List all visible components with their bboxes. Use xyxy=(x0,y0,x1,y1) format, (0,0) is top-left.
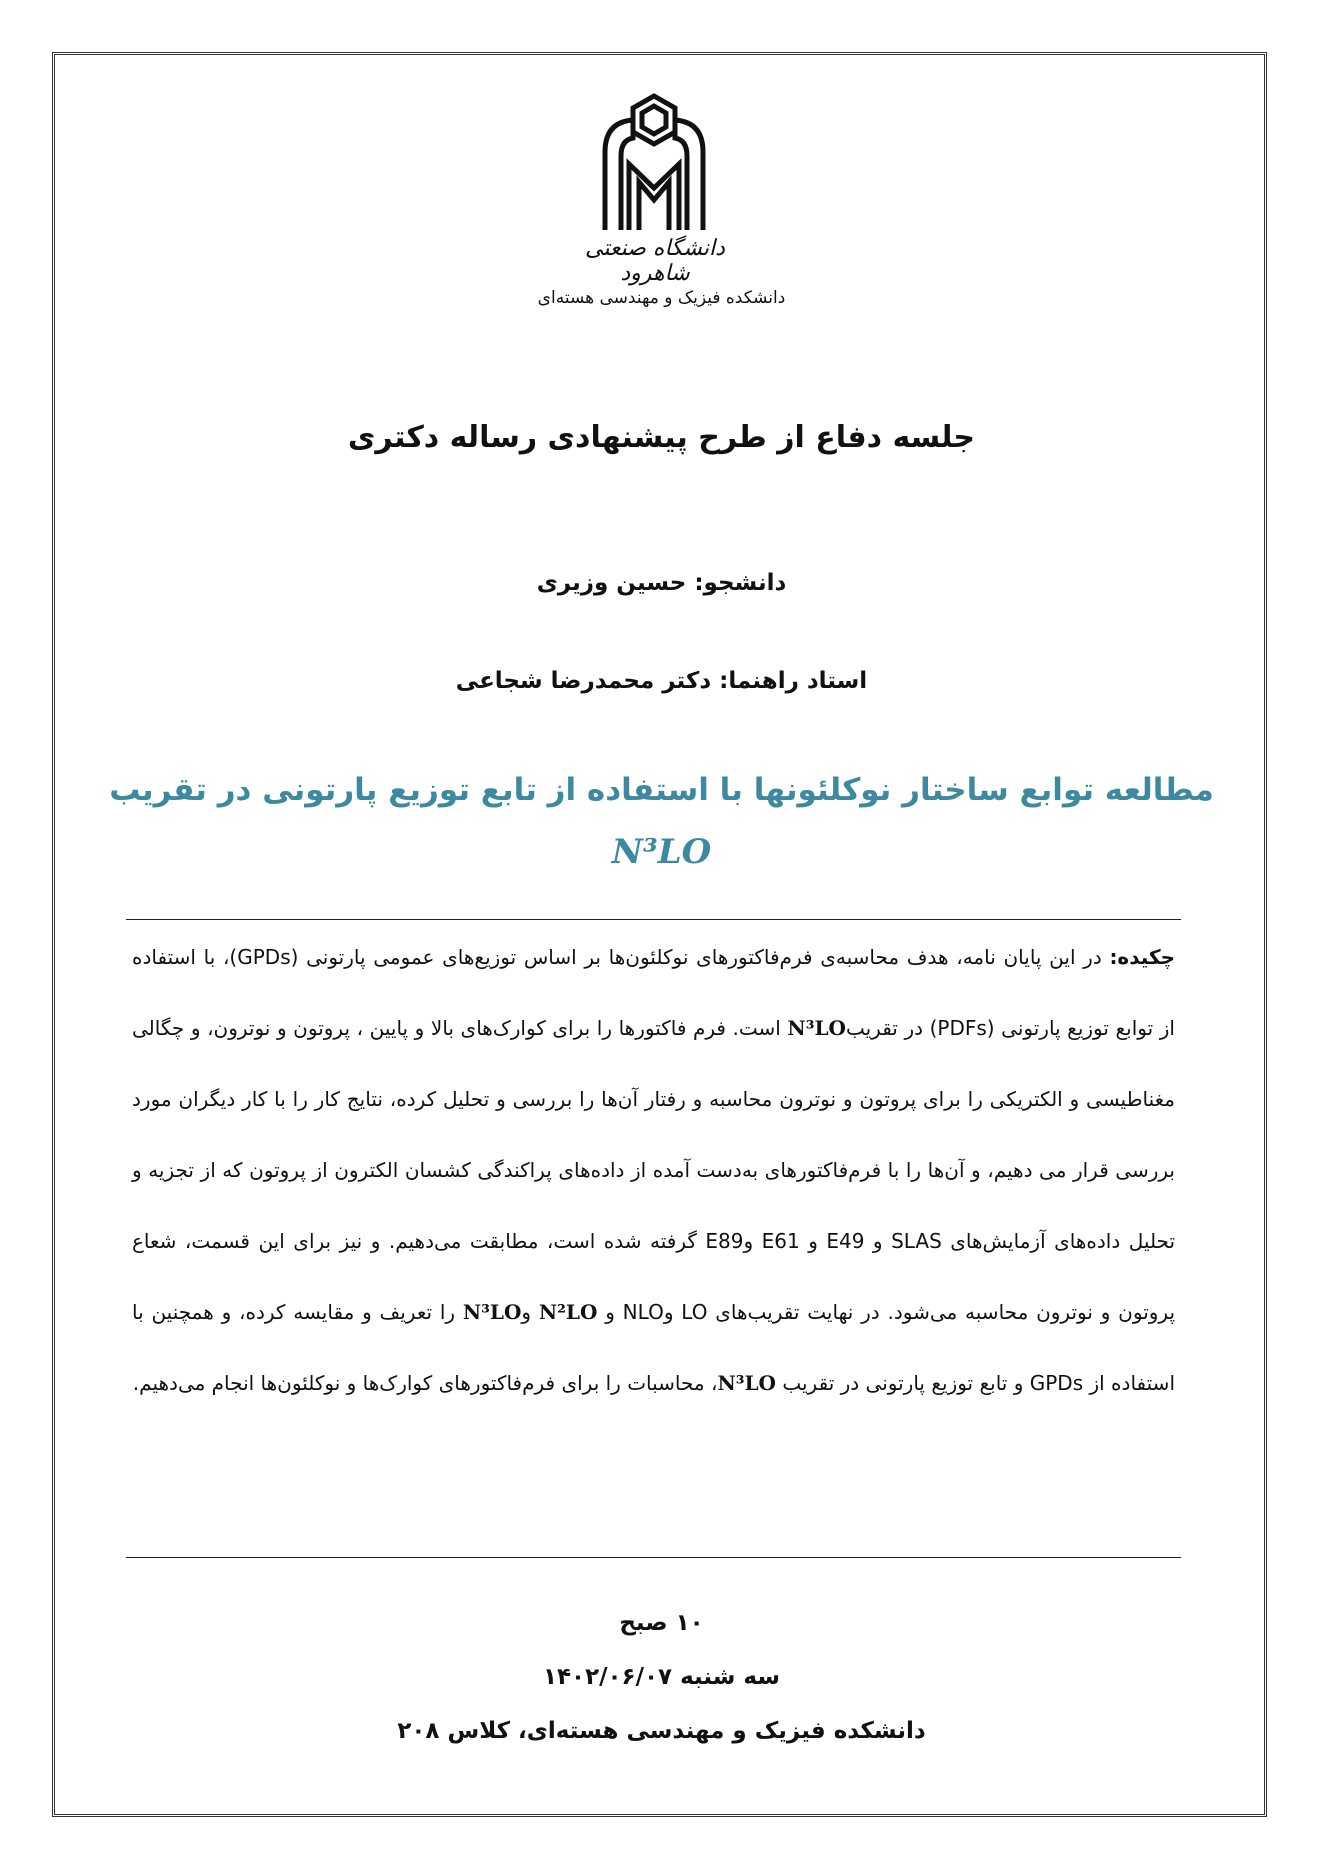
logo-script-text: دانشگاه صنعتی شاهرود xyxy=(585,236,725,286)
defense-date: سه شنبه ۱۴۰۲/۰۶/۰۷ xyxy=(542,1664,781,1690)
abstract-formula-n3lo: N³LO xyxy=(787,1016,846,1040)
advisor-name: استاد راهنما: دکتر محمدرضا شجاعی xyxy=(455,668,868,694)
thesis-title: مطالعه توابع ساختار نوکلئونها با استفاده از تابع توزیع پارتونی در تقریب xyxy=(109,772,1214,808)
divider-bottom xyxy=(126,1557,1181,1558)
defense-time: ۱۰ صبح xyxy=(619,1610,704,1636)
abstract-formula-n3lo-c: N³LO xyxy=(717,1371,776,1395)
abstract-formula-n3lo-b: N³LO xyxy=(462,1300,522,1324)
abstract-formula-n2lo: N²LO xyxy=(538,1300,598,1324)
abstract xyxy=(132,922,1175,1419)
defense-venue: دانشکده فیزیک و مهندسی هسته‌ای، کلاس ۲۰۸ xyxy=(397,1718,926,1744)
university-logo xyxy=(595,92,713,232)
abstract-text-5: ، محاسبات را برای فرم‌فاکتورهای کوارک‌ها و نوکلئون‌ها انجام می‌دهیم. xyxy=(132,1371,718,1395)
abstract-text-2: است. فرم فاکتورها را برای کوارک‌های بالا و پایین ، پروتون و نوترون، و چگالی مغناطیسی و الکتریکی را برای پروتون و نوترون محاسبه و رفتار آن‌ها را بررسی و تحلیل کرده، نتایج کار را با کار دیگران مورد بررسی قرار می دهیم، و آن‌ها را با فرم‌فاکتورهای به‌دست آمده از داده‌های پراکندگی کشسان الکترون از پروتون که از تجزیه و تحلیل داده‌های آزمایش‌های SLAS و E49 و E61 وE89 گرفته شده است، مطابقت می‌دهیم. و نیز برای این قسمت، شعاع پروتون و نوترون محاسبه می‌شود. در نهایت تقریب‌های LO وNLO و xyxy=(132,1016,1176,1324)
abstract-text-3: و xyxy=(521,1300,539,1324)
abstract-text-4: را تعریف و مقایسه کرده، و همچنین با استفاده از GPDs و تابع توزیع پارتونی در تقریب xyxy=(132,1300,1175,1395)
abstract-text-1: در این پایان نامه، هدف محاسبه‌ی فرم‌فاکتورهای نوکلئون‌ها بر اساس توزیع‌های عمومی پارتونی (GPDs)، با استفاده از توابع توزیع پارتونی (PDFs) در تقریب xyxy=(132,945,1175,1040)
student-name: دانشجو: حسین وزیری xyxy=(536,570,787,596)
thesis-formula: N³LO xyxy=(611,832,712,872)
abstract-label: چکیده: xyxy=(1109,945,1176,969)
defense-title: جلسه دفاع از طرح پیشنهادی رساله دکتری xyxy=(347,420,976,455)
faculty-name: دانشکده فیزیک و مهندسی هسته‌ای xyxy=(537,288,786,308)
divider-top xyxy=(126,919,1181,920)
